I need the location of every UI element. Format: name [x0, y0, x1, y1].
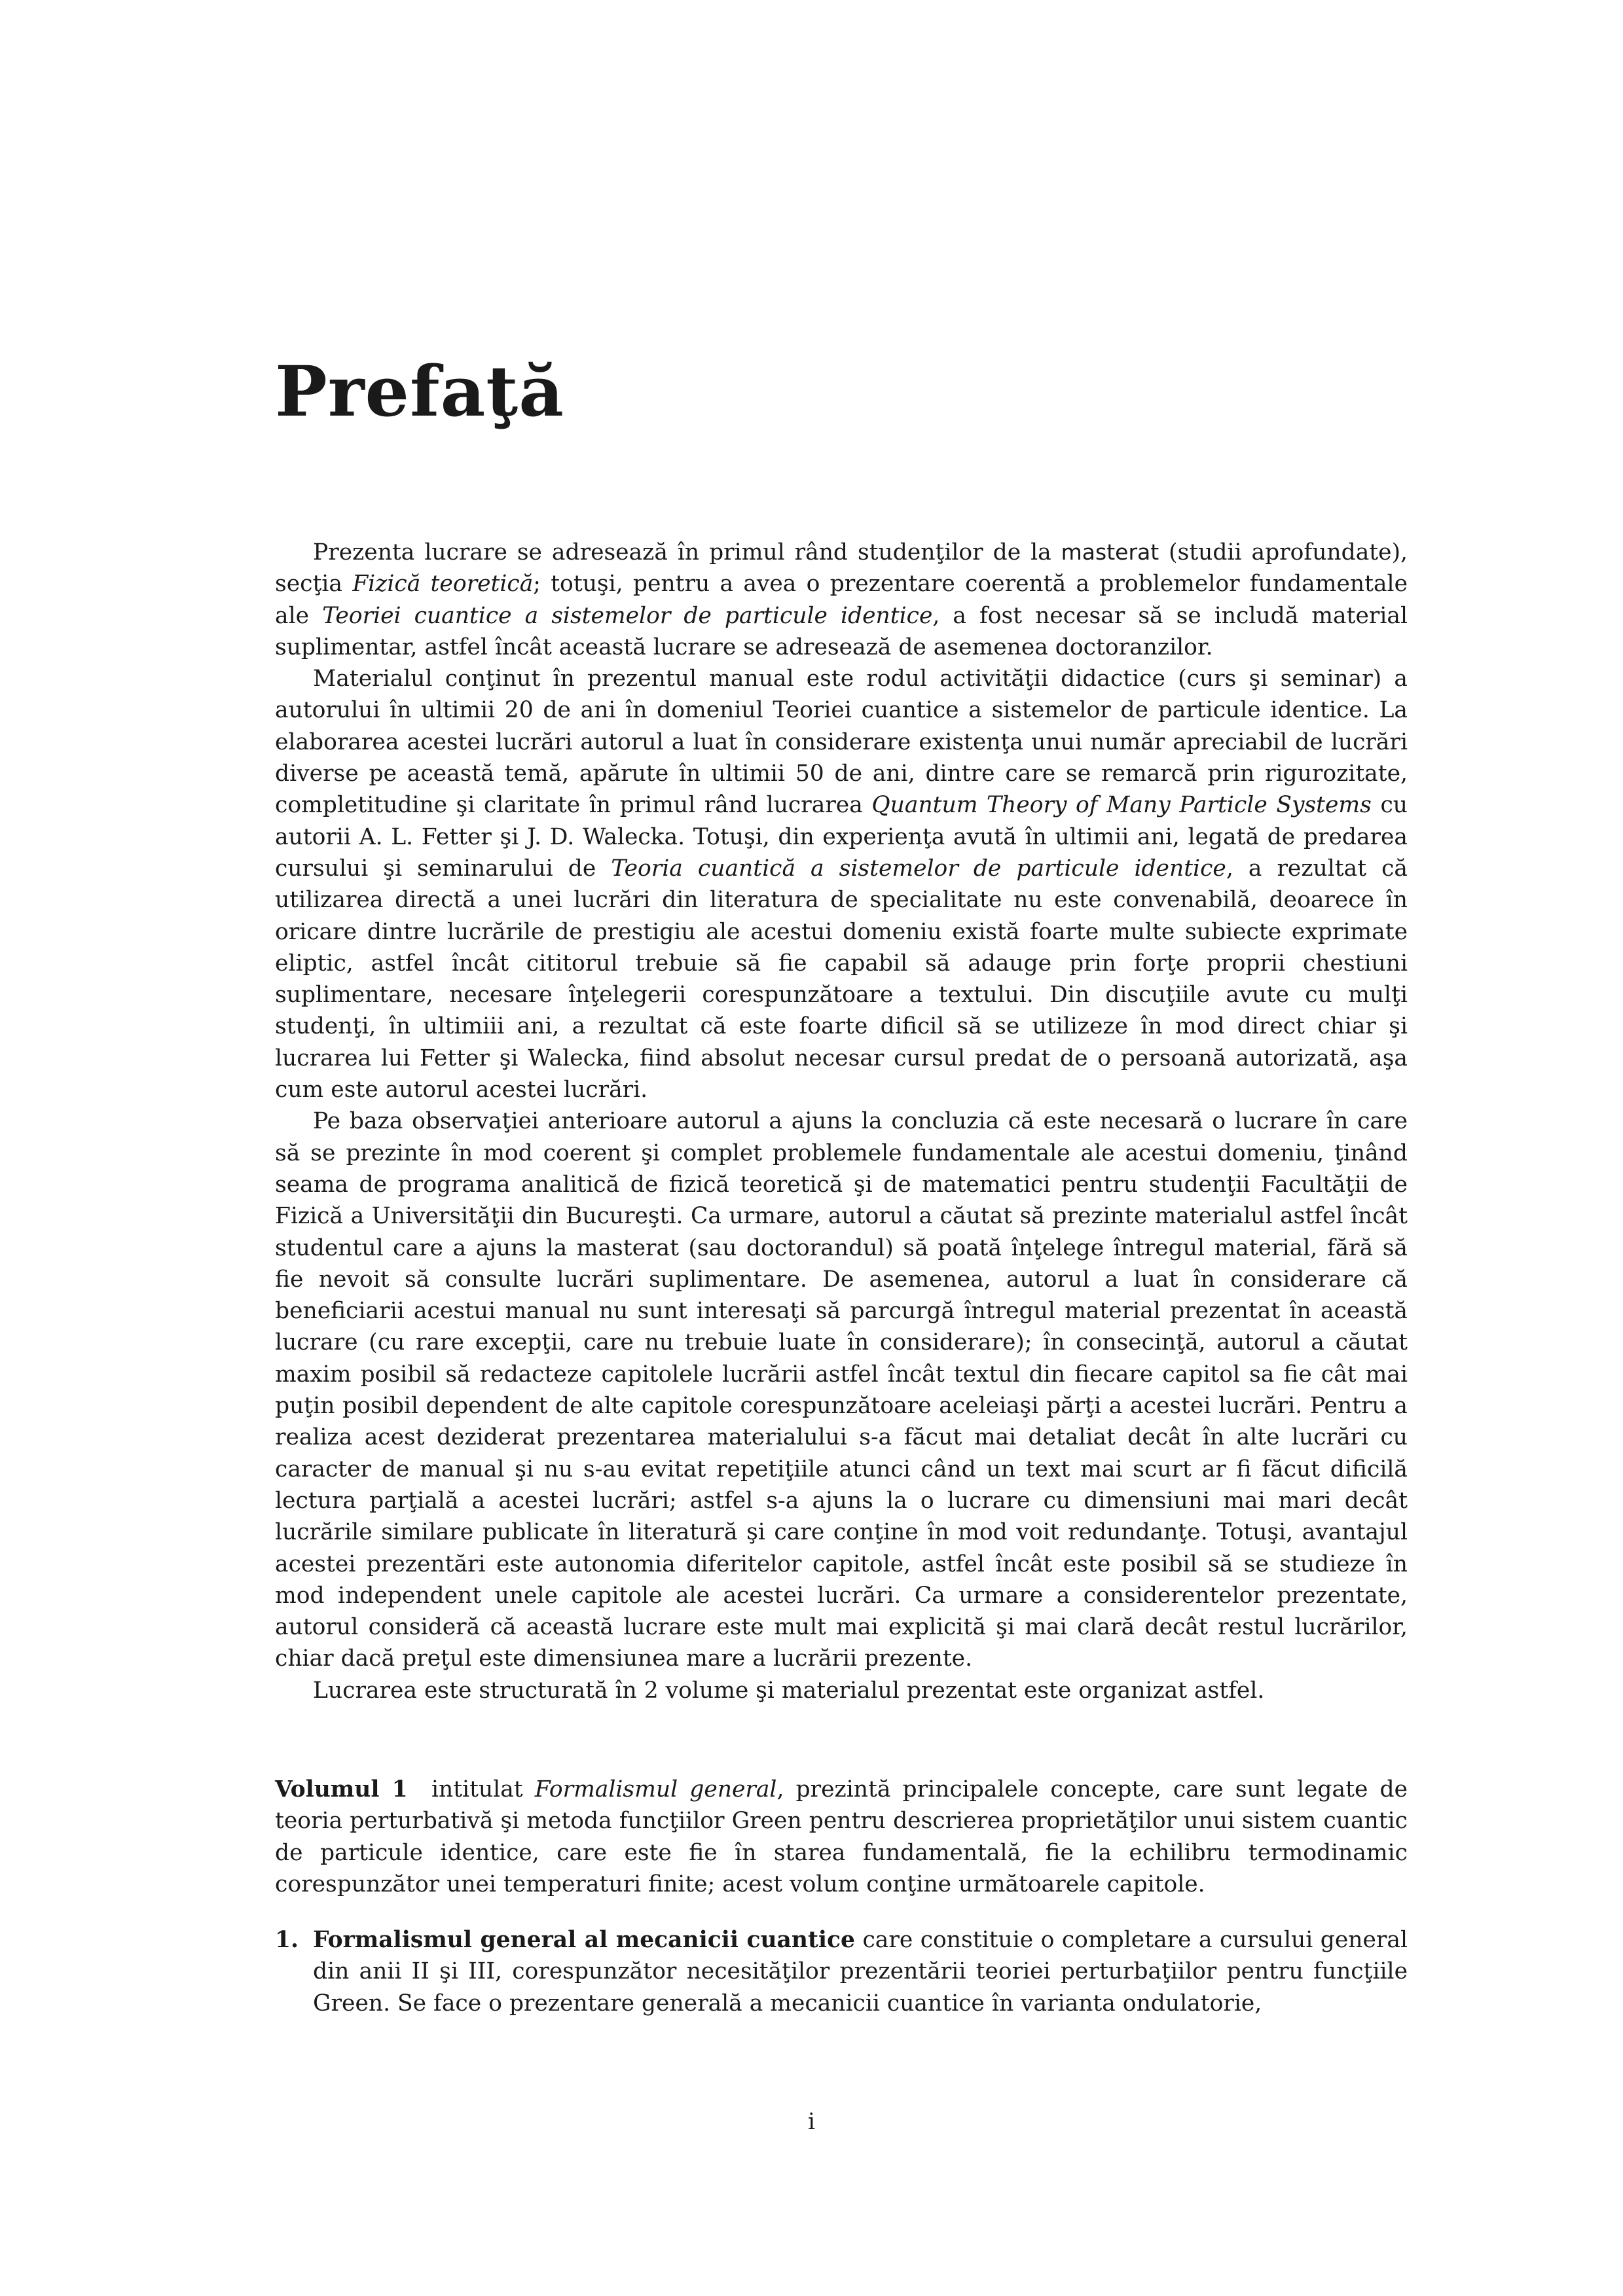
course-title: Teoria cuantică a sistemelor de particule identice	[611, 855, 1226, 882]
volume-1-description	[275, 1774, 1408, 1900]
chapter-title: Formalismul general al mecanicii cuantice	[313, 1927, 855, 1953]
fetter-walecka-book-title: Quantum Theory of Many Particle Systems	[871, 792, 1372, 819]
paragraph-1-text-a: Prezenta lucrare se adresează în primul rând studenţilor de la	[313, 539, 1061, 565]
paragraph-1-text-e: ; totuşi, pentru a avea o prezentare coerentă a problemelor fundamentale ale	[275, 571, 1408, 629]
paragraph-2-text-a: Materialul conţinut în prezentul manual este rodul activităţii didactice (curs şi seminar) a autorului în ultimii 20 de ani în domeniul Teoriei cuantice a sistemelor de particule identice. La elaborarea acestei lucrări autorul a luat în considerare existenţa unui număr apreciabil de lucrări diverse pe această temă, apărute în ultimii 50 de ani, dintre care se remarcă prin rigurozitate, completitudine şi claritate în primul rând lucrarea	[275, 666, 1408, 819]
volume-1-label: Volumul 1	[275, 1776, 408, 1803]
paragraph-1	[275, 537, 1408, 663]
chapter-number: 1.	[275, 1927, 299, 1953]
preface-body	[275, 537, 1408, 1706]
paragraph-2	[275, 663, 1408, 1105]
volume-1-text-a: intitulat	[431, 1776, 535, 1803]
paragraph-4: Lucrarea este structurată în 2 volume şi materialul prezentat este organizat astfel.	[313, 1677, 1265, 1704]
chapter-item	[275, 1924, 1408, 2019]
fizica-teoretica-term: Fizică teoretică	[352, 571, 534, 598]
page-title: Prefaţă	[275, 350, 564, 432]
paragraph-1-text-g: , a fost necesar să se includă material suplimentar, astfel încât această lucrare se adresează de asemenea doctoranzilor.	[275, 602, 1408, 660]
masterat-term: masterat	[1061, 539, 1159, 565]
paragraph-1-text-c: (studii aprofundate), secţia	[275, 539, 1408, 598]
teoriei-cuantice-term: Teoriei cuantice a sistemelor de particule identice	[322, 602, 933, 629]
volume-1-title: Formalismul general	[534, 1776, 777, 1803]
page-number: i	[807, 2109, 816, 2135]
chapter-list	[275, 1924, 1408, 2019]
volume-1-text-c: , prezintă principalele concepte, care sunt legate de teoria perturbativă şi metoda funcţiilor Green pentru descrierea proprietăţilor unui sistem cuantic de particule identice, care este fie în starea fundamentală, fie la echilibru termodinamic corespunzător unei temperaturi finite; acest volum conţine următoarele capitole.	[275, 1776, 1408, 1897]
paragraph-2-text-c: cu autorii A. L. Fetter şi J. D. Walecka. Totuşi, din experienţa avută în ultimii ani, legată de predarea cursului şi seminarului de	[275, 792, 1408, 882]
chapter-description: care constituie o completare a cursului general din anii II şi III, corespunzător necesităţilor prezentării teoriei perturbaţiilor pentru funcţiile Green. Se face o prezentare generală a mecanicii cuantice în varianta ondulatorie,	[313, 1927, 1408, 2017]
paragraph-3: Pe baza observaţiei anterioare autorul a ajuns la concluzia că este necesară o lucrare în care să se prezinte în mod coerent şi complet problemele fundamentale ale acestui domeniu, ţinând seama de programa analitică de fizică teoretică şi de matematici pentru studenţii Facultăţii de Fizică a Universităţii din Bucureşti. Ca urmare, autorul a căutat să prezinte materialul astfel încât studentul care a ajuns la masterat (sau doctorandul) să poată înţelege întregul material, fără să fie nevoit să consulte lucrări suplimentare. De asemenea, autorul a luat în considerare că beneficiarii acestui manual nu sunt interesaţi să parcurgă întregul material prezentat în această lucrare (cu rare excepţii, care nu trebuie luate în considerare); în consecinţă, autorul a căutat maxim posibil să redacteze capitolele lucrării astfel încât textul din fiecare capitol sa fie cât mai puţin posibil dependent de alte capitole corespunzătoare aceleiaşi părţi a acestei lucrări. Pentru a realiza acest deziderat prezentarea materialului s-a făcut mai detaliat decât în alte lucrări cu caracter de manual şi nu s-au evitat repetiţiile atunci când un text mai scurt ar fi făcut dificilă lectura parţială a acestei lucrări; astfel s-a ajuns la o lucrare cu dimensiuni mai mari decât lucrările similare publicate în literatură şi care conţine în mod voit redundanţe. Totuşi, avantajul acestei prezentări este autonomia diferitelor capitole, astfel încât este posibil să se studieze în mod independent unele capitole ale acestei lucrări. Ca urmare a considerentelor prezentate, autorul consideră că această lucrare este mult mai explicită şi mai clară decât restul lucrărilor, chiar dacă preţul este dimensiunea mare a lucrării prezente.	[275, 1108, 1408, 1672]
paragraph-2-text-e: , a rezultat că utilizarea directă a unei lucrări din literatura de specialitate nu este convenabilă, deoarece în oricare dintre lucrările de prestigiu ale acestui domeniu există foarte multe subiecte exprimate eliptic, astfel încât cititorul trebuie să fie capabil să adauge prin forţe proprii chestiuni suplimentare, necesare înţelegerii corespunzătoare a textului. Din discuţiile avute cu mulţi studenţi, în ultimiii ani, a rezultat că este foarte dificil să se utilizeze în mod direct chiar şi lucrarea lui Fetter şi Walecka, fiind absolut necesar cursul predat de o persoană autorizată, aşa cum este autorul acestei lucrări.	[275, 855, 1408, 1103]
